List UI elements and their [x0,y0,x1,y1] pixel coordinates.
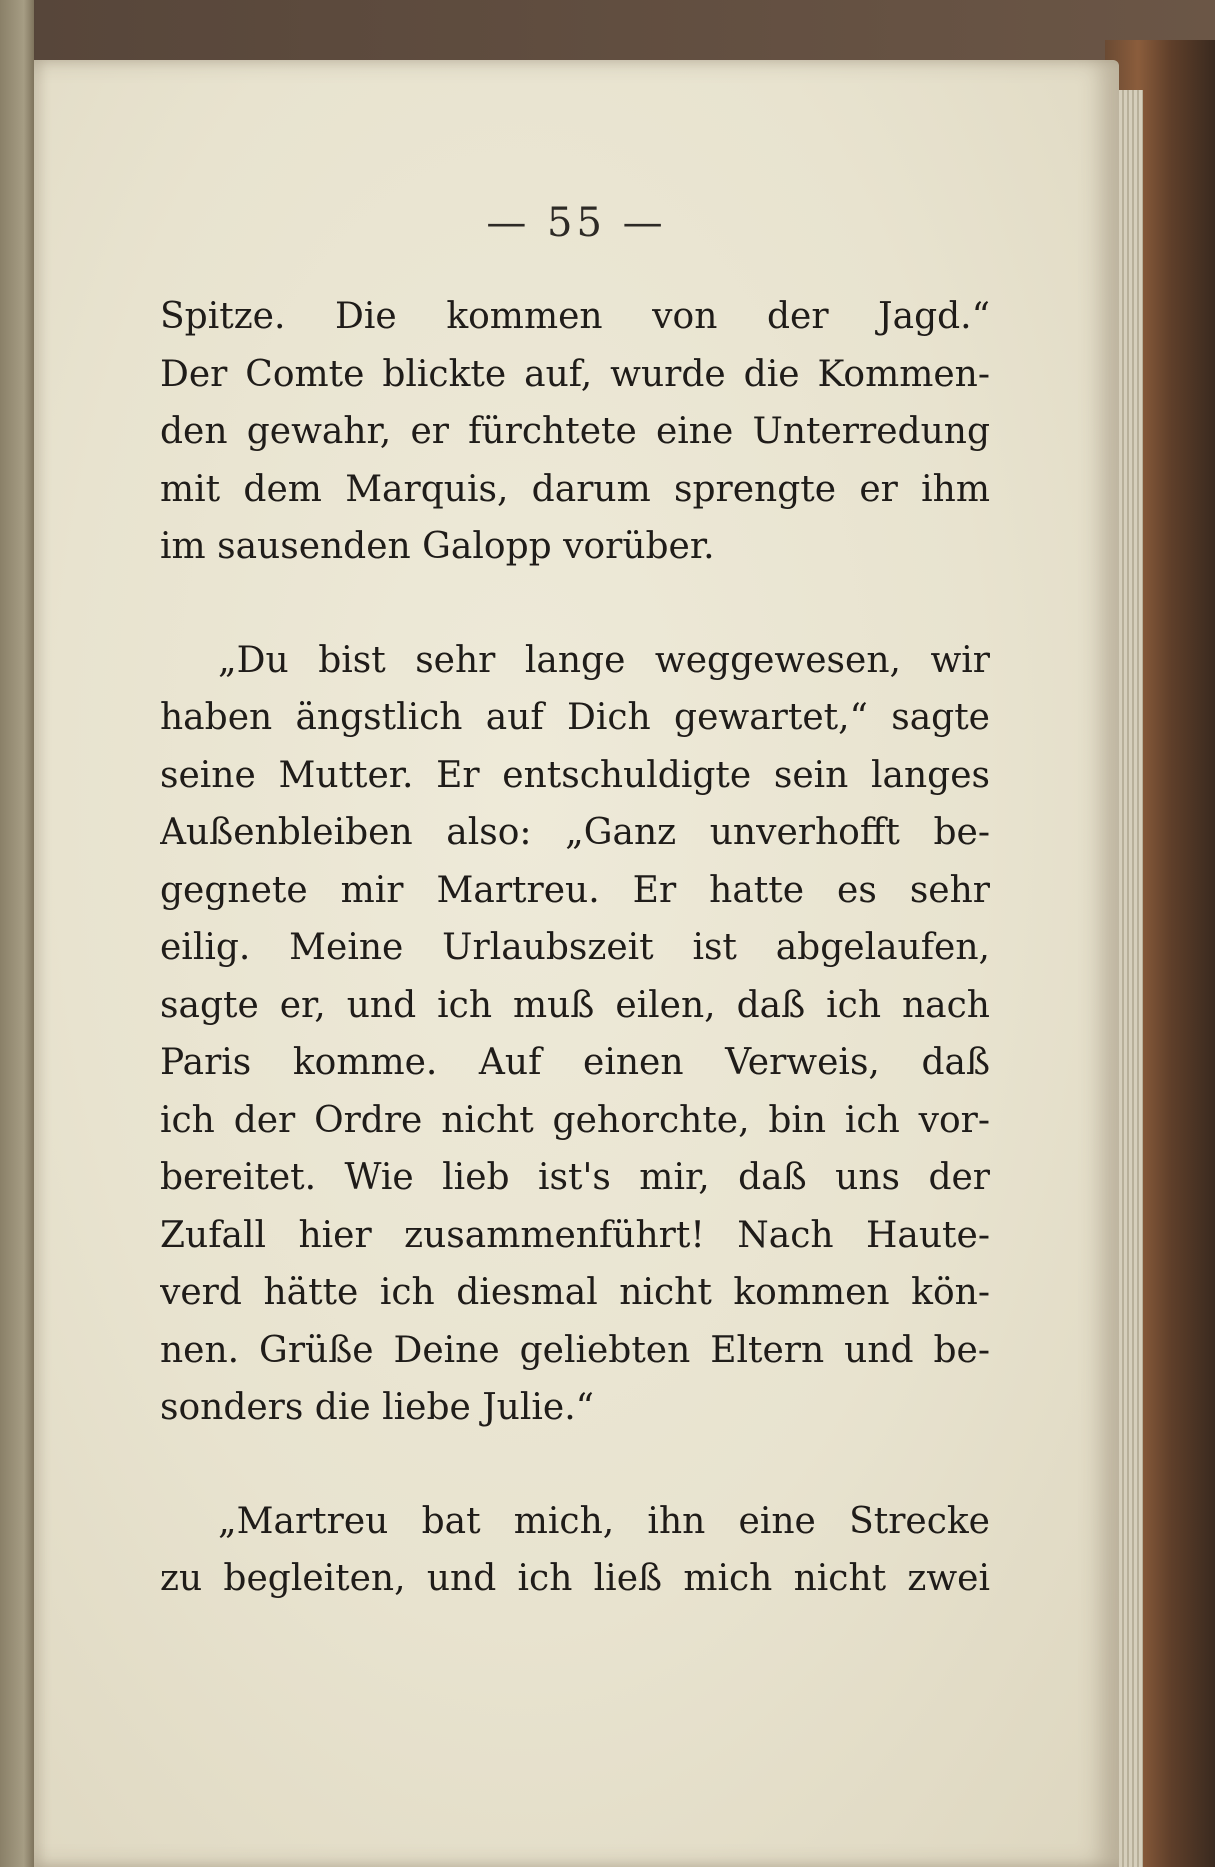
text-line: den gewahr, er fürchtete eine Unterredung [160,411,990,452]
text-line: Der Comte blickte auf, wurde die Kommen- [160,353,990,395]
text-line: gegnete mir Martreu. Er hatte es sehr [160,869,990,911]
text-line: haben ängstlich auf Dich gewartet,“ sagte [160,697,990,738]
text-line: Außenbleiben also: „Ganz unverhofft be- [160,812,990,853]
paragraph-gap [160,1437,990,1493]
book-page [34,60,1119,1867]
text-line: Zufall hier zusammenführt! Nach Haute- [160,1214,990,1256]
text-line: Paris komme. Auf einen Verweis, daß [160,1042,990,1083]
text-line: mit dem Marquis, darum sprengte er ihm [160,468,990,510]
text-line: bereitet. Wie lieb ist's mir, daß uns der [160,1157,990,1198]
left-cover-edge [0,0,34,1867]
text-line: verd hätte ich diesmal nicht kommen kön- [160,1272,990,1313]
text-line: „Du bist sehr lange weggewesen, wir [218,639,990,681]
paragraph-gap [160,576,990,632]
text-line: sagte er, und ich muß eilen, daß ich nach [160,984,990,1026]
text-line: seine Mutter. Er entschuldigte sein langes [160,754,990,796]
text-line: Spitze. Die kommen von der Jagd.“ [160,296,990,337]
text-line: im sausenden Galopp vorüber. [160,526,715,567]
page-number-header: — 55 — [486,200,667,246]
text-line: „Martreu bat mich, ihn eine Strecke [218,1500,990,1542]
text-line: sonders die liebe Julie.“ [160,1387,595,1428]
text-line: nen. Grüße Deine geliebten Eltern und be- [160,1329,990,1371]
body-text [160,288,990,1608]
text-line: zu begleiten, und ich ließ mich nicht zwei [160,1558,990,1599]
text-line: eilig. Meine Urlaubszeit ist abgelaufen, [160,927,990,968]
text-line: ich der Ordre nicht gehorchte, bin ich vor- [160,1099,990,1141]
